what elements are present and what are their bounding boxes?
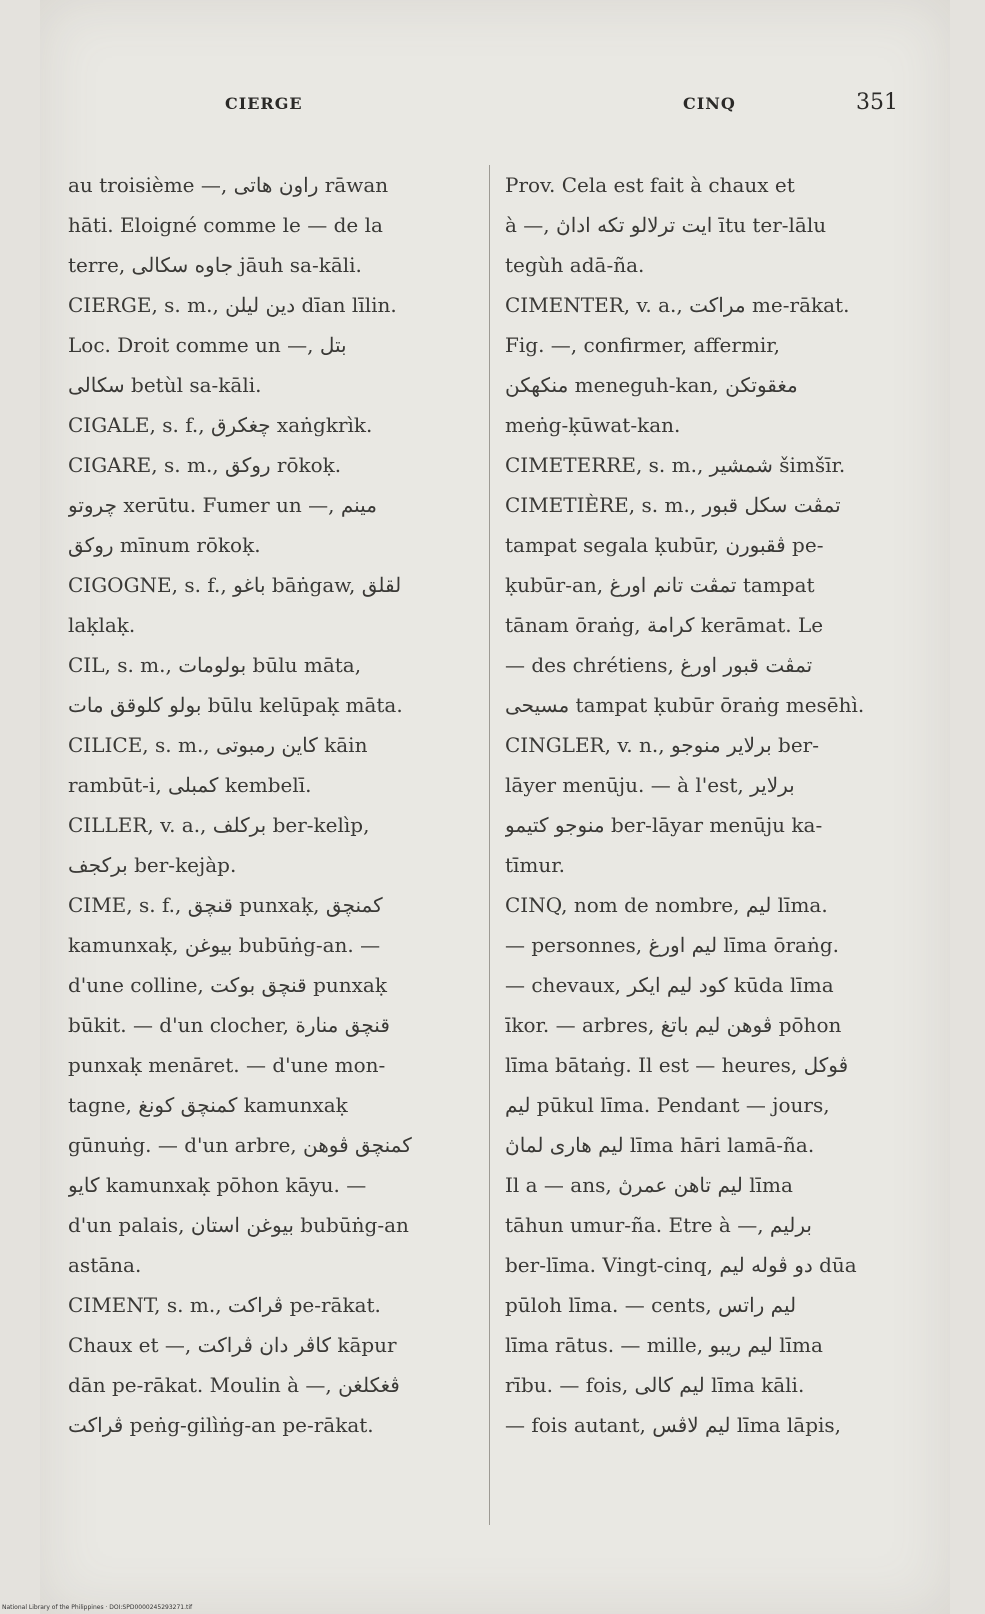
text-line: laḳlaḳ. <box>68 613 136 637</box>
text-line: CIGALE, s. f., چغكرق xaṅgkrìk. <box>68 413 373 437</box>
text-line: ḳubūr-an, تمڤت تانم اورغ tampat <box>505 573 815 597</box>
text-line: — chevaux, كود ليم ايكر kūda līma <box>505 973 834 997</box>
text-line: CIERGE, s. m., دين ليلن dīan līlin. <box>68 293 397 317</box>
text-line: Il a — ans, ليم تاهن عمرڽ līma <box>505 1173 793 1197</box>
text-line: hāti. Eloigné comme le — de la <box>68 213 383 237</box>
text-line: منكهكن meneguh-kan, مغقوتكن <box>505 373 798 397</box>
text-line: īkor. — arbres, ڤوهن ليم باتغ pōhon <box>505 1013 842 1037</box>
text-line: CILICE, s. m., كاين رمبوتى kāin <box>68 733 368 757</box>
text-line: meṅg-ḳūwat-kan. <box>505 413 681 437</box>
text-line: punxaḳ menāret. — d'une mon- <box>68 1053 386 1077</box>
text-line: چروتو xerūtu. Fumer un —, مينم <box>68 493 377 517</box>
text-line: Loc. Droit comme un —, بتل <box>68 333 347 357</box>
text-line: tāhun umur-ña. Etre à —, برليم <box>505 1213 812 1237</box>
text-line: — personnes, ليم اورغ līma ōraṅg. <box>505 933 840 957</box>
right-column <box>505 165 900 1445</box>
running-header <box>0 92 985 122</box>
text-line: līma rātus. — mille, ليم ريبو līma <box>505 1333 823 1357</box>
text-line: كايو kamunxaḳ pōhon kāyu. — <box>68 1173 367 1197</box>
text-line: lāyer menūju. — à l'est, برلاير <box>505 773 795 797</box>
text-line: بركجف ber-kejàp. <box>68 853 237 877</box>
text-line: dān pe-rākat. Moulin à —, ڤغكلغن <box>68 1373 400 1397</box>
text-line: astāna. <box>68 1253 142 1277</box>
page-number: 351 <box>856 90 898 115</box>
left-column <box>68 165 468 1445</box>
text-line: — fois autant, ليم لاڤس līma lāpis, <box>505 1413 842 1437</box>
text-line: ber-līma. Vingt-cinq, دو ڤوله ليم dūa <box>505 1253 857 1277</box>
header-left-word: CIERGE <box>225 94 303 113</box>
text-line: ليم هارى لماڽ līma hāri lamā-ña. <box>505 1133 815 1157</box>
text-line: CIL, s. m., بولومات būlu māta, <box>68 653 362 677</box>
text-line: tampat segala ḳubūr, ڤقبورن pe- <box>505 533 824 557</box>
text-line: tegùh adā-ña. <box>505 253 645 277</box>
text-line: CINGLER, v. n., برلاير منوجو ber- <box>505 733 820 757</box>
text-line: kamunxaḳ, بيوغن bubūṅg-an. — <box>68 933 381 957</box>
text-line: CIME, s. f., قنچق punxaḳ, كمنچق <box>68 893 383 917</box>
text-line: pūloh līma. — cents, ليم راتس <box>505 1293 797 1317</box>
text-line: CIMENTER, v. a., مراكت me-rākat. <box>505 293 850 317</box>
column-divider <box>489 165 490 1525</box>
text-line: — des chrétiens, تمڤت قبور اورغ <box>505 653 813 677</box>
text-line: tānam ōraṅg, كرامة kerāmat. Le <box>505 613 824 637</box>
text-line: CIGARE, s. m., روكق rōkoḳ. <box>68 453 342 477</box>
text-line: tīmur. <box>505 853 565 877</box>
text-line: روكق mīnum rōkoḳ. <box>68 533 261 557</box>
text-line: Fig. —, confirmer, affermir, <box>505 333 781 357</box>
text-line: terre, جاوه سكالى jāuh sa-kāli. <box>68 253 362 277</box>
text-line: rambūt-i, كمبلى kembelī. <box>68 773 312 797</box>
text-line: d'une colline, قنچق بوكت punxaḳ <box>68 973 387 997</box>
text-line: CIGOGNE, s. f., باغو bāṅgaw, لقلق <box>68 573 402 597</box>
text-line: CINQ, nom de nombre, ليم līma. <box>505 893 828 917</box>
text-line: rību. — fois, ليم كالى līma kāli. <box>505 1373 805 1397</box>
text-line: CIMENT, s. m., ڤراكت pe-rākat. <box>68 1293 381 1317</box>
text-line: gūnuṅg. — d'un arbre, كمنچق ڤوهن <box>68 1133 412 1157</box>
text-line: būkit. — d'un clocher, قنچق منارة <box>68 1013 390 1037</box>
text-line: à —, ايت ترلالو تكه اداڽ ītu ter-lālu <box>505 213 827 237</box>
text-line: ڤراكت peṅg-gilìṅg-an pe-rākat. <box>68 1413 374 1437</box>
text-line: منوجو كتيمو ber-lāyar menūju ka- <box>505 813 823 837</box>
text-line: CIMETERRE, s. m., شمشير šimšīr. <box>505 453 846 477</box>
text-line: مسيحى tampat ḳubūr ōraṅg mesēhì. <box>505 693 865 717</box>
text-line: tagne, كمنچق كونغ kamunxaḳ <box>68 1093 348 1117</box>
text-line: CIMETIÈRE, s. m., تمڤت سكل قبور <box>505 493 841 517</box>
text-line: Chaux et —, كاڤر دان ڤراكت kāpur <box>68 1333 397 1357</box>
text-line: سكالى betùl sa-kāli. <box>68 373 262 397</box>
scan-footer: National Library of the Philippines · DOI:SPD0000245293271.tif <box>2 1604 193 1611</box>
text-line: d'un palais, بيوغن استان bubūṅg-an <box>68 1213 409 1237</box>
header-center-word: CINQ <box>683 94 736 113</box>
text-line: CILLER, v. a., بركلف ber-kelìp, <box>68 813 370 837</box>
text-line: līma bātaṅg. Il est — heures, ڤوكل <box>505 1053 849 1077</box>
text-line: au troisième —, راون هاتى rāwan <box>68 173 389 197</box>
text-line: ليم pūkul līma. Pendant — jours, <box>505 1093 830 1117</box>
text-line: Prov. Cela est fait à chaux et <box>505 173 795 197</box>
text-line: بولو كلوقق مات būlu kelūpaḳ māta. <box>68 693 403 717</box>
